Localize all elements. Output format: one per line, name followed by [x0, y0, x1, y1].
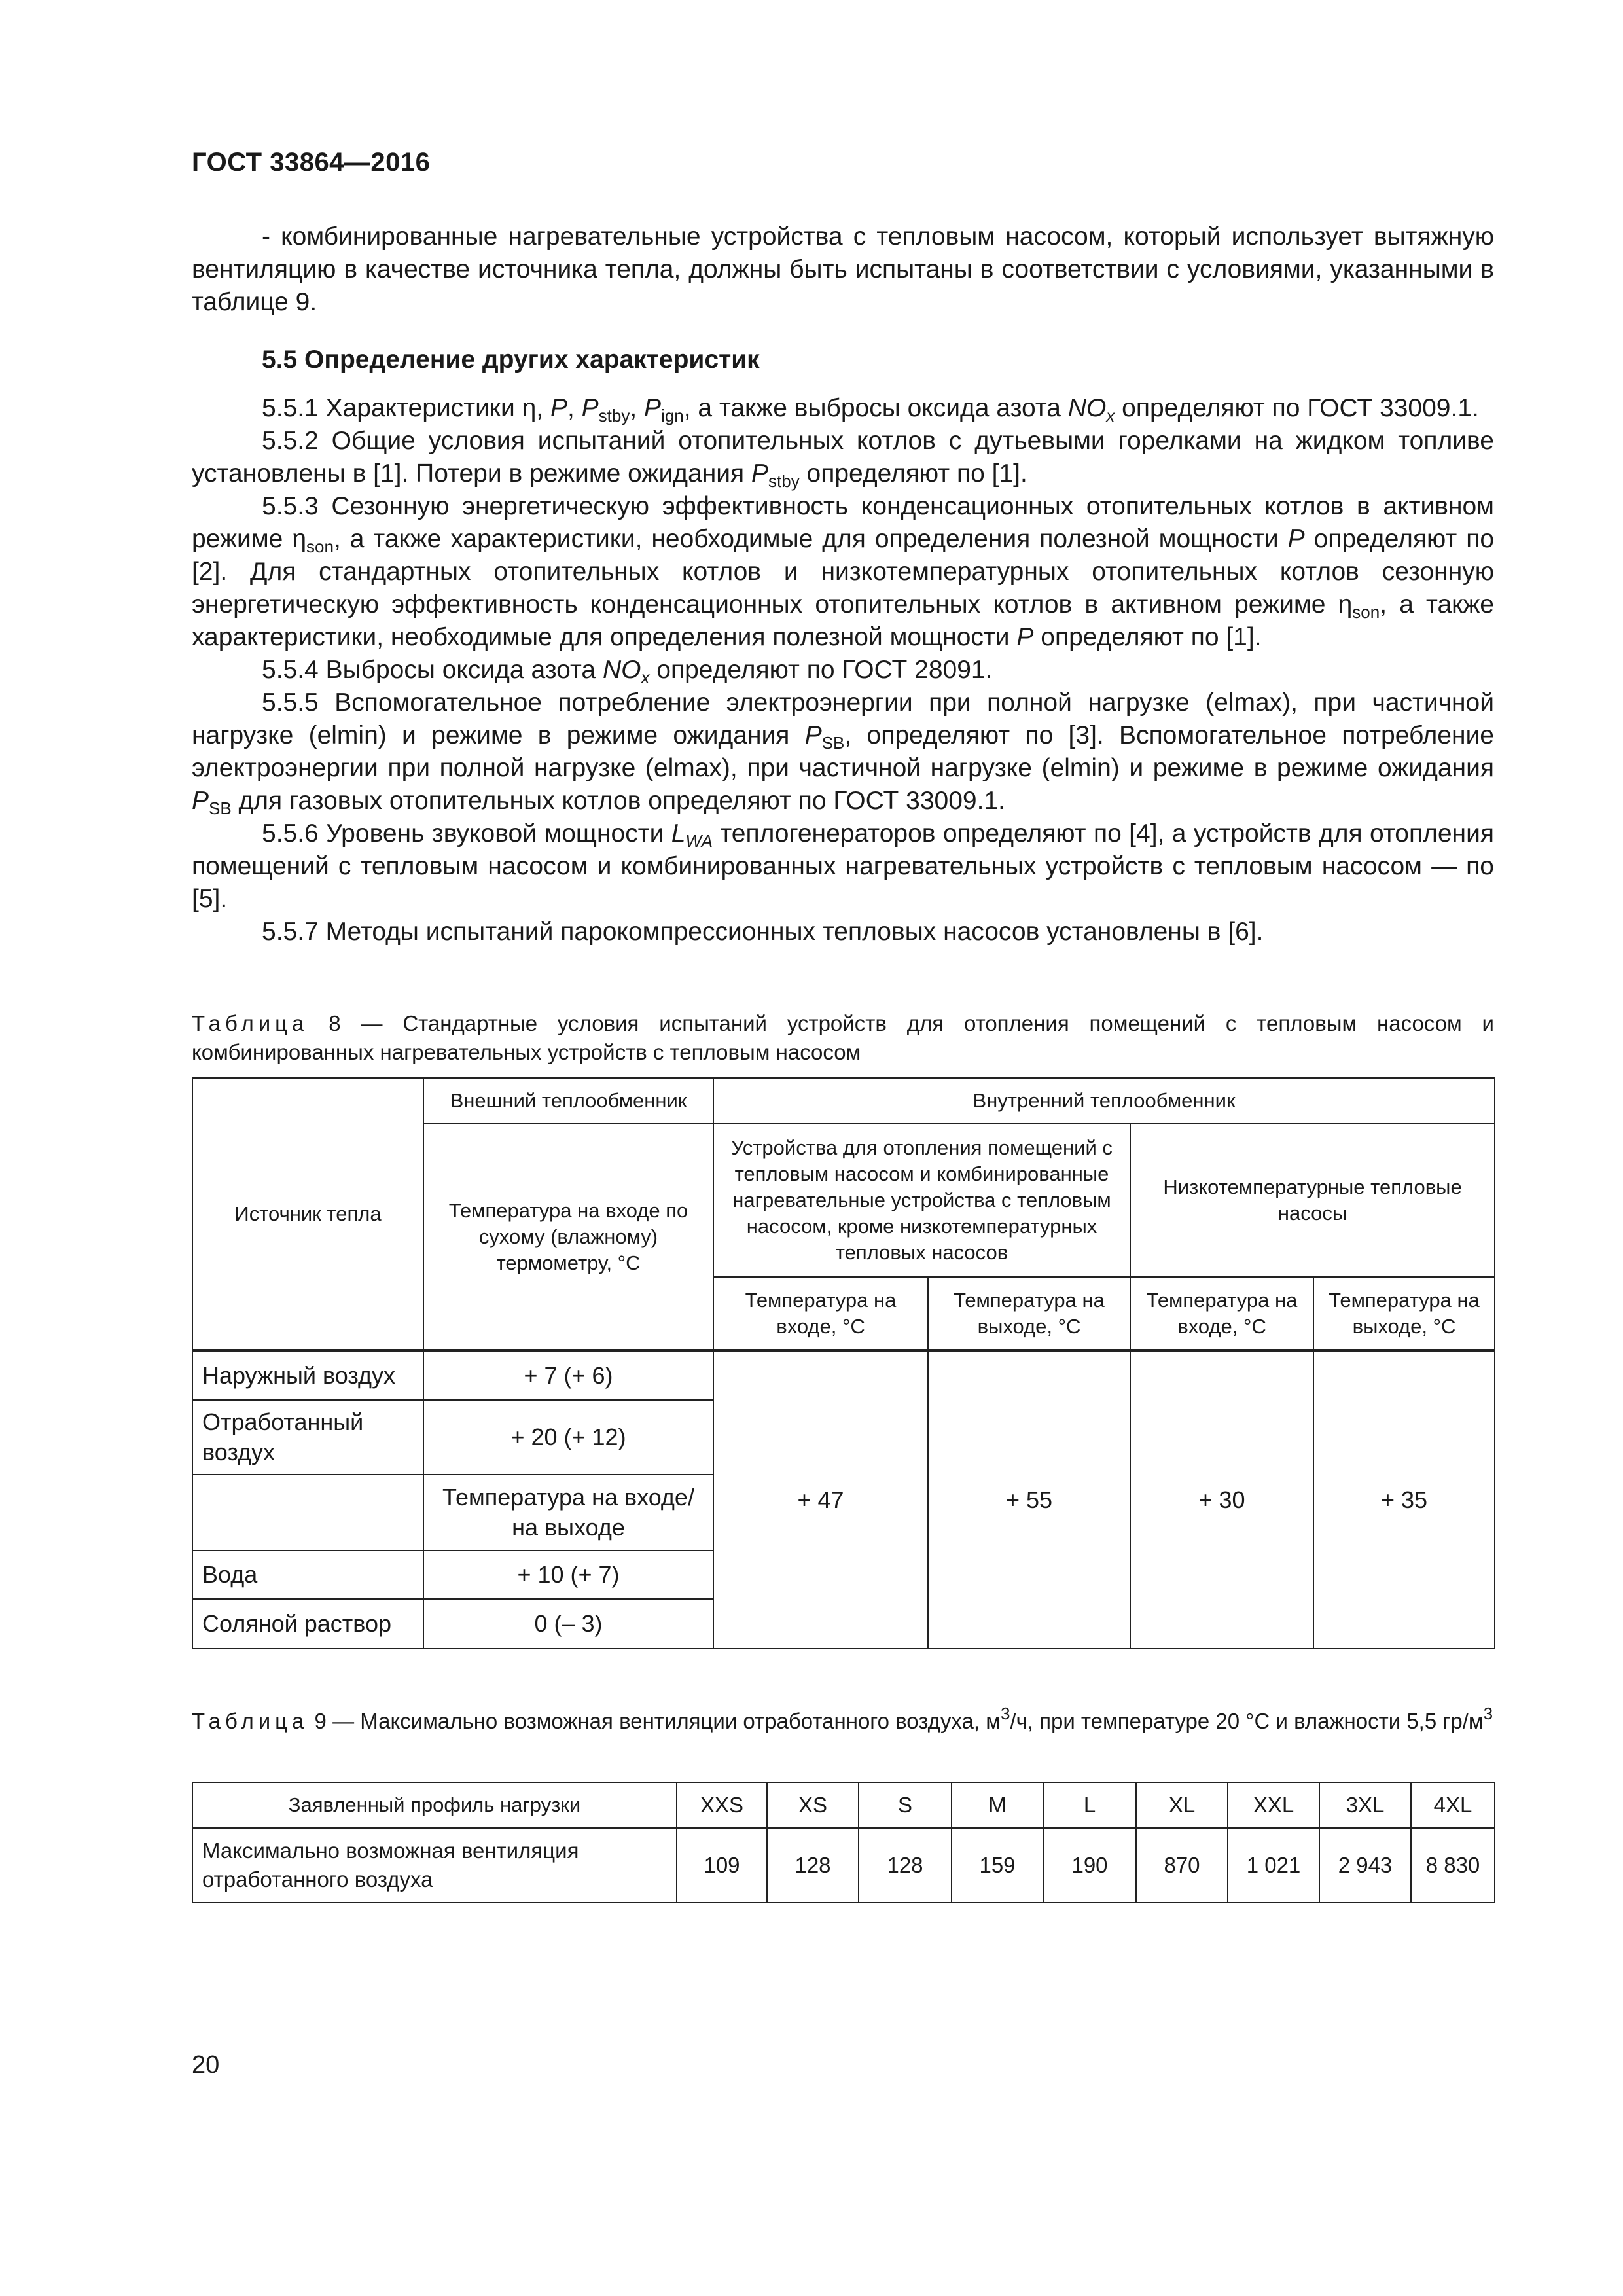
- cell-source: Отработанный воздух: [192, 1400, 423, 1475]
- header-outlet-temperature: Температура на выходе, °С: [1313, 1277, 1495, 1350]
- header-group-standard: Устройства для отопления помещений с тепловым насосом и комбинированные нагревательные устройства с тепловым насосом, кроме низкотемпературных тепловых насосов: [713, 1124, 1130, 1277]
- profile-label: M: [952, 1782, 1043, 1828]
- ventilation-value: 8 830: [1411, 1828, 1495, 1903]
- body-text: [192, 221, 1494, 948]
- profile-label: XXS: [677, 1782, 767, 1828]
- paragraph-5-5-7: 5.5.7 Методы испытаний парокомпрессионных тепловых насосов установлены в [6].: [262, 918, 1264, 946]
- cell-source: Соляной раствор: [192, 1599, 423, 1649]
- paragraph-5-5-5: 5.5.5 Вспомогательное потребление электроэнергии при полной нагрузке (elmax), при частичной нагрузке (elmin) и режиме в режиме ожидания $P_{SB}$, определяют по [3]. Вспомогательное потребление электроэнергии при полной нагрузке (elmax), при частичной нагрузке (elmin) и режиме в режиме ожидания $P_{SB}$ для газовых отопительных котлов определяют по ГОСТ 33009.1.: [192, 689, 1494, 818]
- page-number: 20: [192, 2051, 220, 2079]
- cell-inlet-value: + 47: [713, 1350, 928, 1649]
- table-8-caption: Таблица 8 — Стандартные условия испытаний устройств для отопления помещений с тепловым насосом и комбинированных нагревательных устройств с тепловым насосом: [192, 1011, 1494, 1064]
- table-8: [192, 1077, 1495, 1649]
- cell-source: Наружный воздух: [192, 1350, 423, 1400]
- header-external-temperature: Температура на входе по сухому (влажному) термометру, °С: [423, 1124, 713, 1350]
- ventilation-value: 109: [677, 1828, 767, 1903]
- header-inlet-temperature: Температура на входе, °С: [1130, 1277, 1313, 1350]
- cell-source: Вода: [192, 1551, 423, 1599]
- header-group-low-temperature: Низкотемпературные тепловые насосы: [1130, 1124, 1495, 1277]
- section-heading: 5.5 Определение других характеристик: [262, 346, 760, 374]
- header-outlet-temperature: Температура на выходе, °С: [928, 1277, 1130, 1350]
- cell-external-value: Температура на входе/на выходе: [423, 1475, 713, 1551]
- paragraph-5-5-2: 5.5.2 Общие условия испытаний отопительных котлов с дутьевыми горелками на жидком топливе установлены в [1]. Потери в режиме ожидания $P_{stby}$ определяют по [1].: [192, 427, 1494, 491]
- table-9-caption: Таблица 9 — Максимально возможная вентиляции отработанного воздуха, $м^3/ч$, при температуре 20 °С и влажности 5,5 $гр/м^3$: [192, 1704, 1493, 1733]
- profile-label: 4XL: [1411, 1782, 1495, 1828]
- header-inlet-temperature: Температура на входе, °С: [713, 1277, 928, 1350]
- profile-label: S: [859, 1782, 952, 1828]
- paragraph-5-5-6: 5.5.6 Уровень звуковой мощности $L_{WA}$ теплогенераторов определяют по [4], а устройств для отопления помещений с тепловым насосом и комбинированных нагревательных устройств с тепловым насосом — по [5].: [192, 819, 1495, 913]
- ventilation-value: 159: [952, 1828, 1043, 1903]
- profile-label: L: [1043, 1782, 1136, 1828]
- paragraph-5-5-4: 5.5.4 Выбросы оксида азота $NO_x$ определяют по ГОСТ 28091.: [262, 656, 993, 687]
- header-internal-exchanger: Внутренний теплообменник: [713, 1078, 1495, 1124]
- cell-outlet-value: + 55: [928, 1350, 1130, 1649]
- cell-external-value: 0 (– 3): [423, 1599, 713, 1649]
- table-9: [192, 1782, 1495, 1903]
- ventilation-value: 870: [1136, 1828, 1228, 1903]
- ventilation-value: 2 943: [1319, 1828, 1411, 1903]
- ventilation-value: 190: [1043, 1828, 1136, 1903]
- cell-external-value: + 20 (+ 12): [423, 1400, 713, 1475]
- cell-inlet-value: + 30: [1130, 1350, 1313, 1649]
- paragraph-5-5-1: 5.5.1 Характеристики η, P, $P_{stby}$, $P_{ign}$, а также выбросы оксида азота $NO_x$ определяют по ГОСТ 33009.1.: [262, 394, 1479, 425]
- paragraph-5-5-3: 5.5.3 Сезонную энергетическую эффективность конденсационных отопительных котлов в активном режиме $\eta_{son}$, а также характеристики, необходимые для определения полезной мощности P определяют по [2]. Для стандартных отопительных котлов и низкотемпературных отопительных котлов сезонную энергетическую эффективность конденсационных отопительных котлов в активном режиме $\eta_{son}$, а также характеристики, необходимые для определения полезной мощности P определяют по [1].: [192, 492, 1495, 651]
- cell-external-value: + 10 (+ 7): [423, 1551, 713, 1599]
- document-header: ГОСТ 33864—2016: [192, 148, 431, 177]
- ventilation-value: 128: [859, 1828, 952, 1903]
- row-label-max-ventilation: Максимально возможная вентиляция отработанного воздуха: [192, 1828, 677, 1903]
- paragraph-intro: - комбинированные нагревательные устройства с тепловым насосом, который использует вытяжную вентиляцию в качестве источника тепла, должны быть испытаны в соответствии с условиями, указанными в таблице 9.: [192, 223, 1494, 316]
- ventilation-value: 1 021: [1228, 1828, 1319, 1903]
- header-heat-source: Источник тепла: [192, 1078, 423, 1350]
- profile-label: XXL: [1228, 1782, 1319, 1828]
- cell-outlet-value: + 35: [1313, 1350, 1495, 1649]
- cell-external-value: + 7 (+ 6): [423, 1350, 713, 1400]
- header-external-exchanger: Внешний теплообменник: [423, 1078, 713, 1124]
- cell-source: [192, 1475, 423, 1551]
- profile-label: XL: [1136, 1782, 1228, 1828]
- ventilation-value: 128: [767, 1828, 859, 1903]
- header-load-profile: Заявленный профиль нагрузки: [192, 1782, 677, 1828]
- profile-label: XS: [767, 1782, 859, 1828]
- profile-label: 3XL: [1319, 1782, 1411, 1828]
